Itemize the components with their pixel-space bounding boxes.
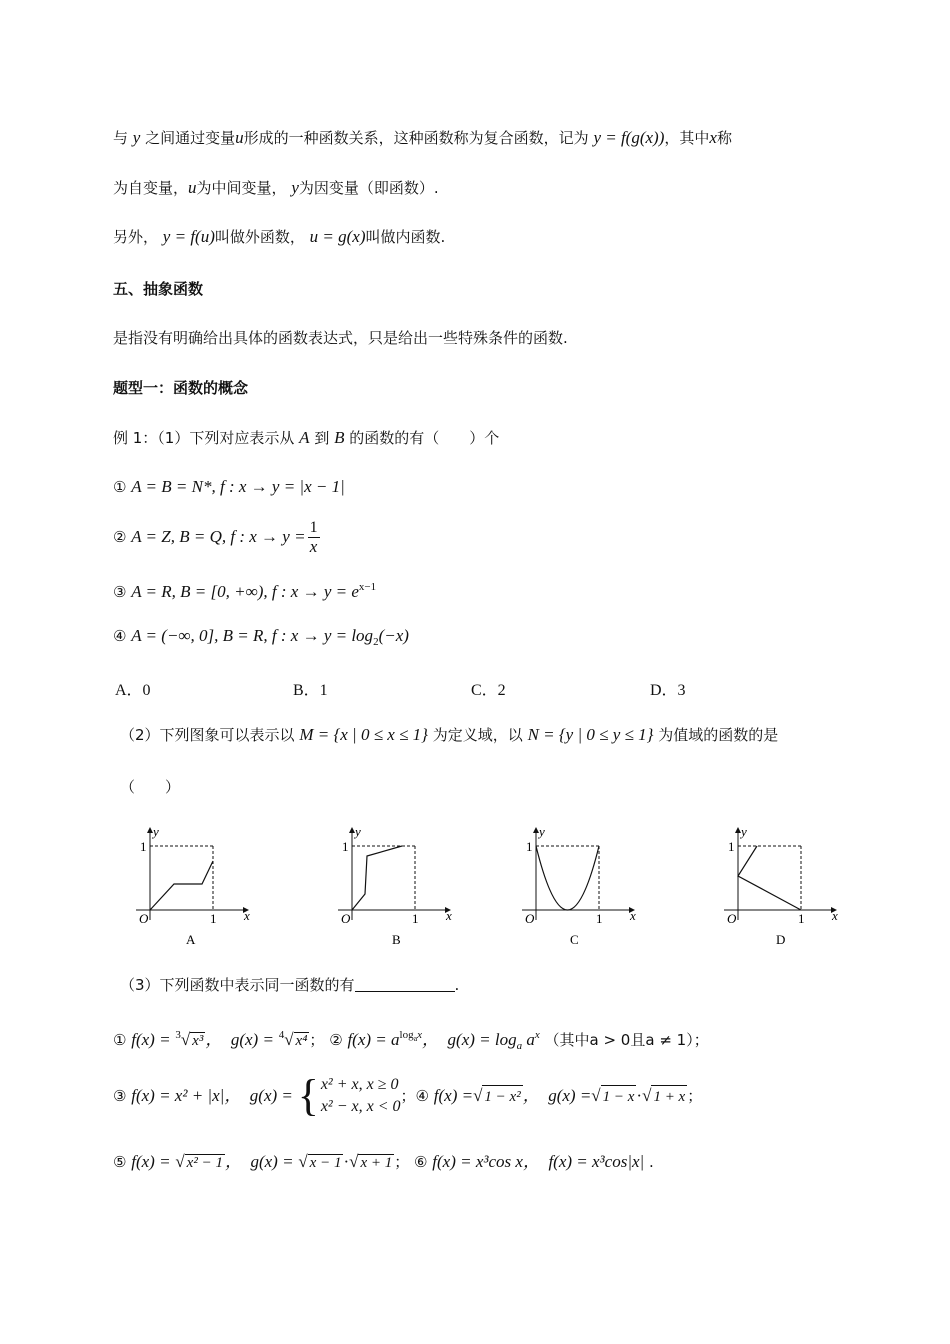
item-1	[113, 476, 345, 498]
radicand: 1 + x	[651, 1085, 687, 1108]
x-tick: 1	[210, 911, 217, 926]
text: .	[454, 976, 460, 994]
item-number: ①	[113, 478, 127, 496]
dot: ·	[343, 1152, 350, 1171]
option-d[interactable]: D．3	[650, 682, 686, 699]
outer-function: y = f(u)	[162, 227, 215, 246]
set-B: B	[334, 428, 345, 447]
graph-label: D	[776, 932, 786, 947]
text: 例 1：（1）下列对应表示从	[113, 429, 295, 447]
text: 叫做外函数，	[214, 228, 305, 246]
graphs-panel	[120, 820, 850, 955]
curve	[738, 846, 801, 910]
function-f: f(x) =	[131, 1152, 171, 1171]
text: （3）下列函数中表示同一函数的有	[120, 976, 355, 994]
function-f: f(x) = x² + |x|	[131, 1086, 225, 1105]
log-base: 2	[373, 636, 379, 648]
text: 到	[314, 429, 330, 447]
y-axis-label: y	[355, 824, 361, 839]
separator: ；	[309, 1031, 325, 1049]
option-a[interactable]: A．0	[115, 682, 151, 699]
intro-line-1	[113, 127, 732, 149]
graph-a[interactable]	[136, 824, 250, 947]
intro-line-2	[113, 177, 439, 199]
fraction-denominator: x	[309, 536, 318, 556]
item-number: ③	[113, 583, 127, 601]
radicand: 1 − x²	[482, 1085, 522, 1108]
separator: ；	[394, 1153, 410, 1171]
piecewise: { x² + x, x ≥ 0 x² − x, x < 0	[297, 1071, 401, 1120]
text: 为因变量（即函数）.	[298, 179, 439, 197]
text: ，其中	[664, 129, 710, 147]
y-tick: 1	[140, 839, 147, 854]
type-title: 题型一：函数的概念	[113, 379, 249, 397]
log-argument: a	[522, 1030, 535, 1049]
set-A: A	[299, 428, 310, 447]
curve	[150, 861, 213, 910]
log-base: a	[516, 1040, 523, 1052]
text: 为自变量，	[113, 179, 189, 197]
exponent: x−1	[358, 581, 377, 593]
x-axis-label: x	[832, 908, 838, 923]
question-3	[120, 974, 459, 996]
graph-b[interactable]	[338, 824, 452, 947]
text: 叫做内函数.	[365, 228, 446, 246]
question-2-paren: （ ）	[120, 778, 181, 796]
answer-blank[interactable]	[355, 975, 455, 992]
graph-d[interactable]	[724, 824, 838, 947]
domain-set: M = {x | 0 ≤ x ≤ 1}	[299, 725, 428, 744]
text: 为值域的函数的是	[658, 726, 779, 744]
radicand: x − 1	[309, 1155, 342, 1171]
y-axis-label: y	[539, 824, 545, 839]
radicand: x⁴	[295, 1033, 308, 1049]
graph-label: B	[392, 932, 401, 947]
separator: ；	[400, 1087, 416, 1105]
graph-label: A	[186, 932, 196, 947]
origin-label: O	[727, 911, 737, 926]
root-index: 4	[278, 1029, 285, 1041]
function-g: ， g(x) = log	[422, 1030, 517, 1049]
text: 之间通过变量	[145, 129, 236, 147]
curve	[536, 846, 599, 910]
item-number: ②	[113, 528, 127, 546]
function-g: ， g(x) =	[522, 1086, 592, 1105]
origin-label: O	[341, 911, 351, 926]
x-axis-label: x	[630, 908, 636, 923]
item-expression: A = Z, B = Q, f : x → y =	[131, 527, 306, 546]
composite-formula: y = f(g(x))	[593, 128, 665, 147]
case-1: x² + x, x ≥ 0	[320, 1076, 399, 1093]
root-index: 3	[175, 1029, 181, 1041]
function-g: ， g(x) =	[224, 1152, 294, 1171]
radicand: x³	[192, 1033, 204, 1049]
item-expression: A = B = N*, f : x → y = |x − 1|	[131, 477, 345, 496]
range-set: N = {y | 0 ≤ y ≤ 1}	[527, 725, 654, 744]
option-c[interactable]: C．2	[471, 682, 506, 699]
fraction	[308, 519, 320, 556]
exponent-base: a	[413, 1034, 418, 1043]
graph-label: C	[570, 932, 579, 947]
function-f: f(x) =	[433, 1086, 474, 1105]
text: 另外，	[113, 228, 159, 246]
log-argument: (−x)	[378, 626, 409, 645]
x-tick: 1	[412, 911, 419, 926]
x-tick: 1	[596, 911, 603, 926]
item-number: ④	[113, 627, 127, 645]
item-number: ④	[415, 1087, 429, 1105]
text: 为中间变量，	[196, 179, 287, 197]
x-axis-label: x	[244, 908, 250, 923]
exponent: log	[399, 1029, 414, 1041]
var-y: y	[291, 178, 299, 197]
section-title: 五、抽象函数	[113, 280, 204, 298]
q3-row-1: ① f(x) = $^3$√ x³ ， g(x) = $^4$√ x⁴ ； ② $f(x) = a^{logax}$， $g(x) = \log_a a^x$ （其中a > 0且a ≠ 1）；	[113, 1029, 709, 1052]
text: 称	[716, 129, 732, 147]
separator: .	[649, 1153, 654, 1171]
item-expression: A = R, B = [0, +∞), f : x → y = e	[131, 582, 359, 601]
section-desc: 是指没有明确给出具体的函数表达式，只是给出一些特殊条件的函数.	[113, 329, 568, 347]
item-number: ③	[113, 1087, 127, 1105]
option-b[interactable]: B．1	[293, 682, 328, 699]
item-2	[113, 515, 322, 559]
text: （2）下列图象可以表示以	[120, 726, 295, 744]
var-u: u	[235, 128, 244, 147]
function-f: f(x) = x³cos x	[432, 1152, 523, 1171]
q3-row-2: ③ f(x) = x² + |x| ， g(x) = { x² + x, x ≥ 0 x² − x, x < 0 ； ④ f(x) = √ 1 − x² ， g(x) = √ 1 − x · √ 1 + x ；	[113, 1071, 703, 1120]
question-1	[113, 427, 499, 449]
exponent: x	[417, 1029, 423, 1041]
item-number: ⑥	[414, 1153, 428, 1171]
function-g: ， g(x) =	[205, 1030, 274, 1049]
function-g: ， g(x) =	[224, 1086, 293, 1105]
text: 形成的一种函数关系，这种函数称为复合函数，记为	[243, 129, 589, 147]
inner-function: u = g(x)	[309, 227, 366, 246]
text: 与	[113, 129, 129, 147]
item-3	[113, 576, 376, 603]
var-u: u	[188, 178, 197, 197]
item-expression: A = (−∞, 0], B = R, f : x → y = log	[131, 626, 374, 645]
dot: ·	[636, 1086, 643, 1105]
text: 为定义域，以	[432, 726, 523, 744]
item-number: ⑤	[113, 1153, 127, 1171]
radicand: x² − 1	[186, 1155, 223, 1171]
exponent: x	[534, 1029, 540, 1041]
x-axis-label: x	[446, 908, 452, 923]
text: 的函数的有（ ）个	[349, 429, 500, 447]
graph-c[interactable]	[522, 824, 636, 947]
radicand: 1 − x	[601, 1085, 637, 1108]
var-y: y	[132, 128, 141, 147]
origin-label: O	[139, 911, 149, 926]
y-tick: 1	[526, 839, 533, 854]
origin-label: O	[525, 911, 535, 926]
item-number: ①	[113, 1031, 127, 1049]
fraction-numerator: 1	[309, 518, 318, 536]
y-tick: 1	[728, 839, 735, 854]
y-axis-label: y	[153, 824, 159, 839]
y-axis-label: y	[741, 824, 747, 839]
function-f: f(x) =	[131, 1030, 171, 1049]
curve	[352, 846, 402, 910]
condition: （其中a > 0且a ≠ 1）；	[544, 1031, 709, 1049]
item-4	[113, 625, 409, 653]
question-2	[120, 724, 778, 746]
intro-line-3	[113, 226, 445, 248]
function-f: f(x) = a	[347, 1030, 400, 1049]
radicand: x + 1	[360, 1155, 393, 1171]
separator: ；	[687, 1087, 703, 1105]
case-2: x² − x, x < 0	[320, 1098, 401, 1115]
x-tick: 1	[798, 911, 805, 926]
y-tick: 1	[342, 839, 349, 854]
var-x: x	[709, 128, 717, 147]
q3-row-3: ⑤ f(x) = √ x² − 1 ， g(x) = √ x − 1 ·√ x + 1 ； ⑥ f(x) = x³cos x， f(x) = x³cos|x| .	[113, 1152, 654, 1171]
function-g: ， f(x) = x³cos|x|	[522, 1152, 645, 1171]
item-number: ②	[329, 1031, 343, 1049]
